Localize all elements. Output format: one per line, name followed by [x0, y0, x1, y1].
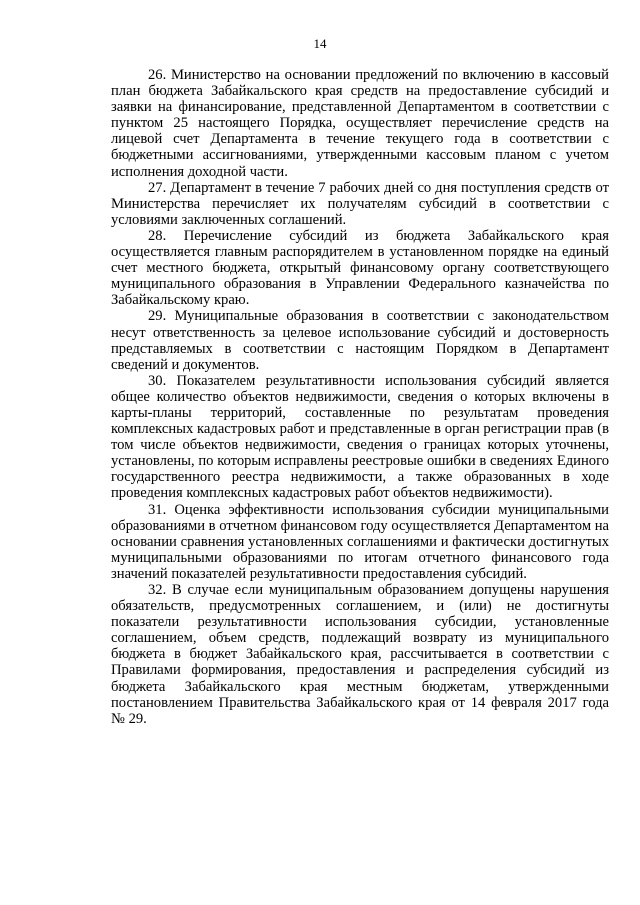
- paragraph-31: 31. Оценка эффективности использования субсидии муниципальными образованиями в отчетном финансовом году осуществляется Департаментом на основании сравнения установленных соглашениями и фактически достигнутых муниципальными образованиями по итогам отчетного финансового года значений показателей результативности предоставления субсидий.: [111, 501, 609, 582]
- document-body: [111, 67, 609, 727]
- paragraph-26: 26. Министерство на основании предложений по включению в кассовый план бюджета Забайкальского края средств на предоставление субсидий и заявки на финансирование, представленной Департаментом в соответствии с пунктом 25 настоящего Порядка, осуществляет перечисление средств на лицевой счет Департамента в течение текущего года в соответствии с бюджетными ассигнованиями, утвержденными кассовым планом с учетом исполнения доходной части.: [111, 67, 609, 180]
- paragraph-27: 27. Департамент в течение 7 рабочих дней со дня поступления средств от Министерства перечисляет их получателям субсидий в соответствии с условиями заключенных соглашений.: [111, 179, 609, 228]
- paragraph-28: 28. Перечисление субсидий из бюджета Забайкальского края осуществляется главным распорядителем в установленном порядке на единый счет местного бюджета, открытый финансовому органу соответствующего муниципального образования в Управлении Федерального казначейства по Забайкальскому краю.: [111, 227, 609, 309]
- paragraph-29: 29. Муниципальные образования в соответствии с законодательством несут ответственность за целевое использование субсидий и достоверность представляемых в соответствии с настоящим Порядком в Департамент сведений и документов.: [111, 308, 609, 373]
- paragraph-30: 30. Показателем результативности использования субсидий является общее количество объектов недвижимости, сведения о которых включены в карты-планы территорий, составленные по результатам проведения комплексных кадастровых работ и представленные в орган регистрации прав (в том числе объектов недвижимости, сведения о границах которых уточнены, установлены, по которым исправлены реестровые ошибки в сведениях Единого государственного реестра недвижимости, а также образованных в ходе проведения комплексных кадастровых работ объектов недвижимости).: [111, 372, 609, 502]
- paragraph-32: 32. В случае если муниципальным образованием допущены нарушения обязательств, предусмотренных соглашением, и (или) не достигнуты показатели результативности использования субсидии, установленные соглашением, объем средств, подлежащий возврату из муниципального бюджета в бюджет Забайкальского края, рассчитывается в соответствии с Правилами формирования, предоставления и распределения субсидий из бюджета Забайкальского края местным бюджетам, утвержденными постановлением Правительства Забайкальского края от 14 февраля 2017 года № 29.: [111, 582, 609, 727]
- page-number: 14: [313, 36, 327, 51]
